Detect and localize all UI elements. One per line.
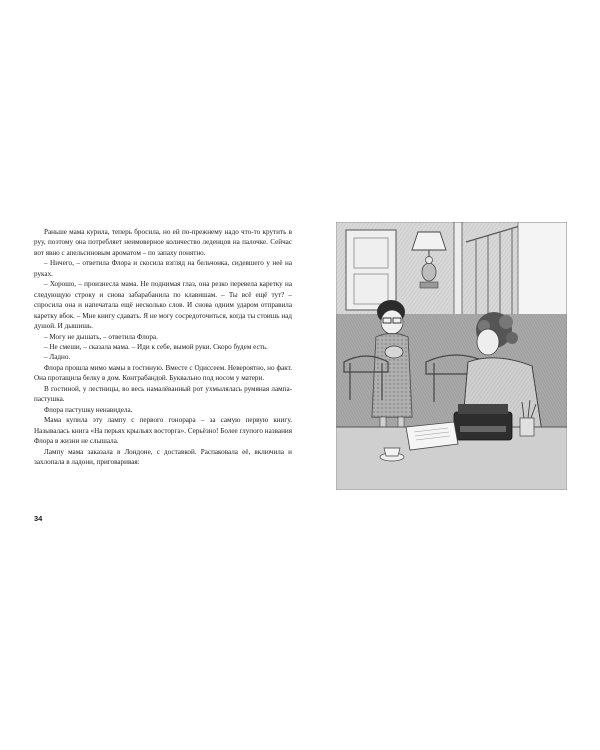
paragraph: – Ничего, – ответила Флора и скосила взгляд на бельчонка, сидевшего у неё на руках. [34, 259, 292, 278]
paragraph: – Ладно. [44, 353, 71, 362]
paragraph: В гостиной, у лестницы, во весь намалёванный рот ухмылялась румяная лампа-пастушка. [34, 384, 292, 404]
typewriter [454, 404, 512, 440]
paragraph: – Не смеши, – сказала мама. – Иди к себе, вымой руки. Скоро будем есть. [44, 342, 268, 351]
illustration [336, 222, 567, 490]
paragraph: Флора прошла мимо мамы в гостиную. Вместе с Одиссеем. Невероятно, но факт. Она протащила белку в дом. Контрабандой. Буквально под носом у матери. [34, 363, 292, 383]
paragraph: – Могу не дышать, – ответила Флора. [44, 332, 158, 341]
paragraph: Раньше мама курила, теперь бросила, но ей по-прежнему надо что-то крутить в руу, поэтому она потребляет неимоверное количество леденцов на палочке. Сейчас вот явно с апельсиновым ароматом – по запаху понятно. [34, 228, 292, 257]
paragraph: – Хорошо, – произнесла мама. Не поднимая глаз, она резко перевела каретку на следующую строку и снова забарабанила по клавишам. – Ты всё ещё тут? – спросила она и напечатала ещё несколько слов. И снова одним ударом отправила каретку вбок. – Мне книгу сдавать. Я не могу сосредоточиться, когда ты стоишь над душой. И дышишь. [34, 280, 292, 331]
body-text [34, 227, 292, 467]
page-number: 34 [34, 514, 43, 523]
paragraph: Лампу мама заказала в Лондоне, с доставкой. Распаковала её, включила и захлопала в ладони, приговаривая: [34, 447, 292, 466]
paragraph: Мама купила эту лампу с первого гонорара – за самую первую книгу. Называлась книга «На перьях крыльях восторга». Серьёзно! Более глупого названия Флора в жизни не слышала. [34, 416, 292, 446]
paragraph: Флора пастушку ненавидела. [44, 405, 133, 414]
doorway [346, 230, 396, 310]
